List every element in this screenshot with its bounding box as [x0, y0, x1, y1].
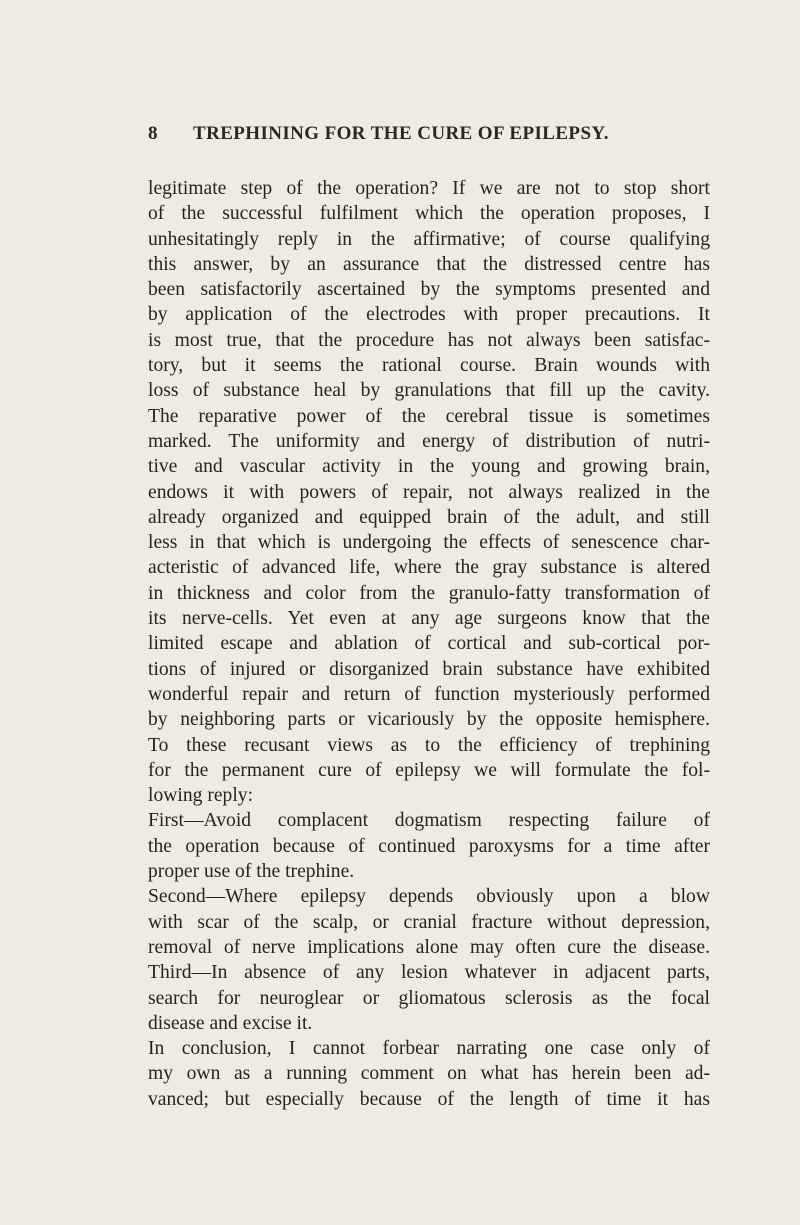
text-line: wonderful repair and return of function mysteriously performed — [148, 683, 710, 705]
text-line: this answer, by an assurance that the distressed centre has — [148, 253, 710, 275]
text-line: its nerve-cells. Yet even at any age surgeons know that the — [148, 608, 710, 630]
text-line: In conclusion, I cannot forbear narrating one case only of — [148, 1038, 710, 1060]
text-line: by application of the electrodes with proper precautions. It — [148, 304, 710, 326]
text-line: Second—Where epilepsy depends obviously upon a blow — [148, 886, 710, 908]
text-line: Third—In absence of any lesion whatever in adjacent parts, — [148, 962, 710, 984]
text-line: vanced; but especially because of the length of time it has — [148, 1088, 710, 1110]
text-line: tory, but it seems the rational course. Brain wounds with — [148, 355, 710, 377]
text-line: loss of substance heal by granulations that fill up the cavity. — [148, 380, 710, 402]
text-line: First—Avoid complacent dogmatism respecting failure of — [148, 810, 710, 832]
text-line: been satisfactorily ascertained by the symptoms presented and — [148, 279, 710, 301]
running-title: TREPHINING FOR THE CURE OF EPILEPSY. — [193, 123, 609, 144]
text-line: already organized and equipped brain of the adult, and still — [148, 506, 710, 528]
text-line: by neighboring parts or vicariously by the opposite hemisphere. — [148, 709, 710, 731]
text-line: tive and vascular activity in the young and growing brain, — [148, 456, 710, 478]
page-number: 8 — [148, 123, 158, 144]
text-line: my own as a running comment on what has herein been ad- — [148, 1063, 710, 1085]
text-line: in thickness and color from the granulo-fatty transformation of — [148, 582, 710, 604]
text-line: tions of injured or disorganized brain substance have exhibited — [148, 658, 710, 680]
text-line: the operation because of continued paroxysms for a time after — [148, 835, 710, 857]
text-line: removal of nerve implications alone may often cure the disease. — [148, 936, 710, 958]
text-line: endows it with powers of repair, not always realized in the — [148, 481, 710, 503]
text-line: The reparative power of the cerebral tissue is sometimes — [148, 405, 710, 427]
text-line: disease and excise it. — [148, 1012, 313, 1034]
text-line: proper use of the trephine. — [148, 861, 355, 883]
text-line: less in that which is undergoing the effects of senescence char- — [148, 532, 710, 554]
text-line: limited escape and ablation of cortical and sub-cortical por- — [148, 633, 710, 655]
text-line: is most true, that the procedure has not always been satisfac- — [148, 329, 710, 351]
text-line: with scar of the scalp, or cranial fracture without depression, — [148, 911, 710, 933]
text-line: for the permanent cure of epilepsy we will formulate the fol- — [148, 759, 710, 781]
text-line: To these recusant views as to the efficiency of trephining — [148, 734, 710, 756]
text-line: lowing reply: — [148, 785, 254, 807]
text-line: unhesitatingly reply in the affirmative; of course qualifying — [148, 228, 710, 250]
text-line: of the successful fulfilment which the operation proposes, I — [148, 203, 710, 225]
body-text — [148, 176, 710, 1112]
text-line: legitimate step of the operation? If we are not to stop short — [148, 178, 710, 199]
text-line: search for neuroglear or gliomatous sclerosis as the focal — [148, 987, 710, 1009]
running-header — [148, 123, 708, 145]
text-line: marked. The uniformity and energy of distribution of nutri- — [148, 430, 710, 452]
text-line: acteristic of advanced life, where the gray substance is altered — [148, 557, 710, 579]
